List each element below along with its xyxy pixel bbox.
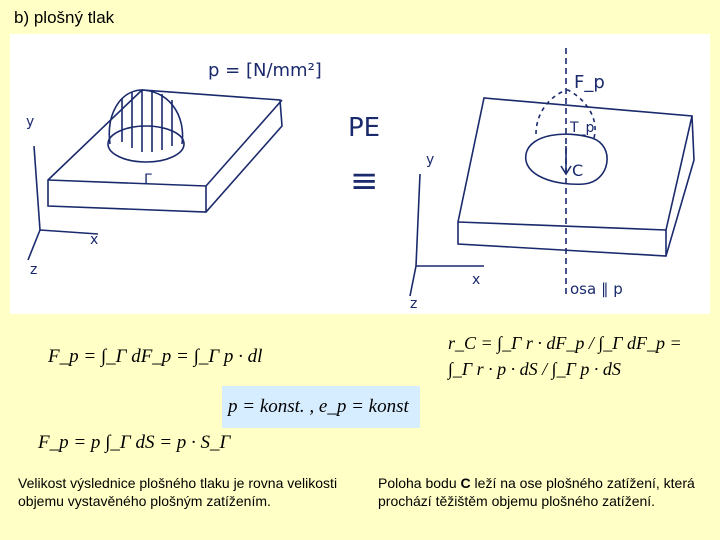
right-caption-after: leží na ose plošného zatížení, která prochází těžištěm objemu plošného zatížení. — [378, 475, 695, 509]
left-caption: Velikost výslednice plošného tlaku je rovna velikosti objemu vystavěného plošným zatížením. — [18, 475, 338, 509]
right-axis-z: z — [410, 296, 418, 312]
force-integral-equation: F_p = ∫_Γ dF_p = ∫_Γ p · dl — [48, 346, 263, 367]
sketch-svg — [10, 34, 710, 314]
force-result-equation: F_p = p ∫_Γ dS = p · S_Γ — [38, 432, 231, 453]
left-plate — [28, 90, 282, 260]
left-plate-outline — [48, 90, 282, 212]
right-force-label: F_p — [574, 72, 605, 93]
hand-drawn-sketch — [10, 34, 710, 314]
right-tp-label: T_p — [570, 120, 595, 136]
slide-title: b) plošný tlak — [14, 8, 115, 27]
constant-conditions-text: p = konst. , e_p = konst — [228, 396, 409, 417]
right-c-label: C — [572, 161, 584, 180]
left-unit-label: p = [N/mm²] — [208, 60, 322, 81]
left-gamma-label: Γ — [144, 172, 152, 188]
left-axis-z: z — [30, 262, 38, 278]
right-caption — [378, 474, 698, 510]
right-caption-bold: C — [460, 475, 471, 491]
equivalence-symbol: ≡ — [350, 161, 379, 201]
right-plate — [410, 48, 694, 296]
left-axis-y: y — [26, 114, 35, 130]
pe-label: PE — [348, 113, 381, 143]
left-axis-x: x — [90, 232, 99, 248]
osa-label: osa ∥ p — [570, 280, 623, 298]
right-axis-y: y — [426, 152, 435, 168]
right-caption-before: Poloha bodu — [378, 475, 461, 491]
constant-conditions-box — [222, 386, 420, 428]
centroid-equation: r_C = ∫_Γ r · dF_p / ∫_Γ dF_p = ∫_Γ r · p · dS / ∫_Γ p · dS — [448, 333, 682, 379]
right-axis-x: x — [472, 272, 481, 288]
